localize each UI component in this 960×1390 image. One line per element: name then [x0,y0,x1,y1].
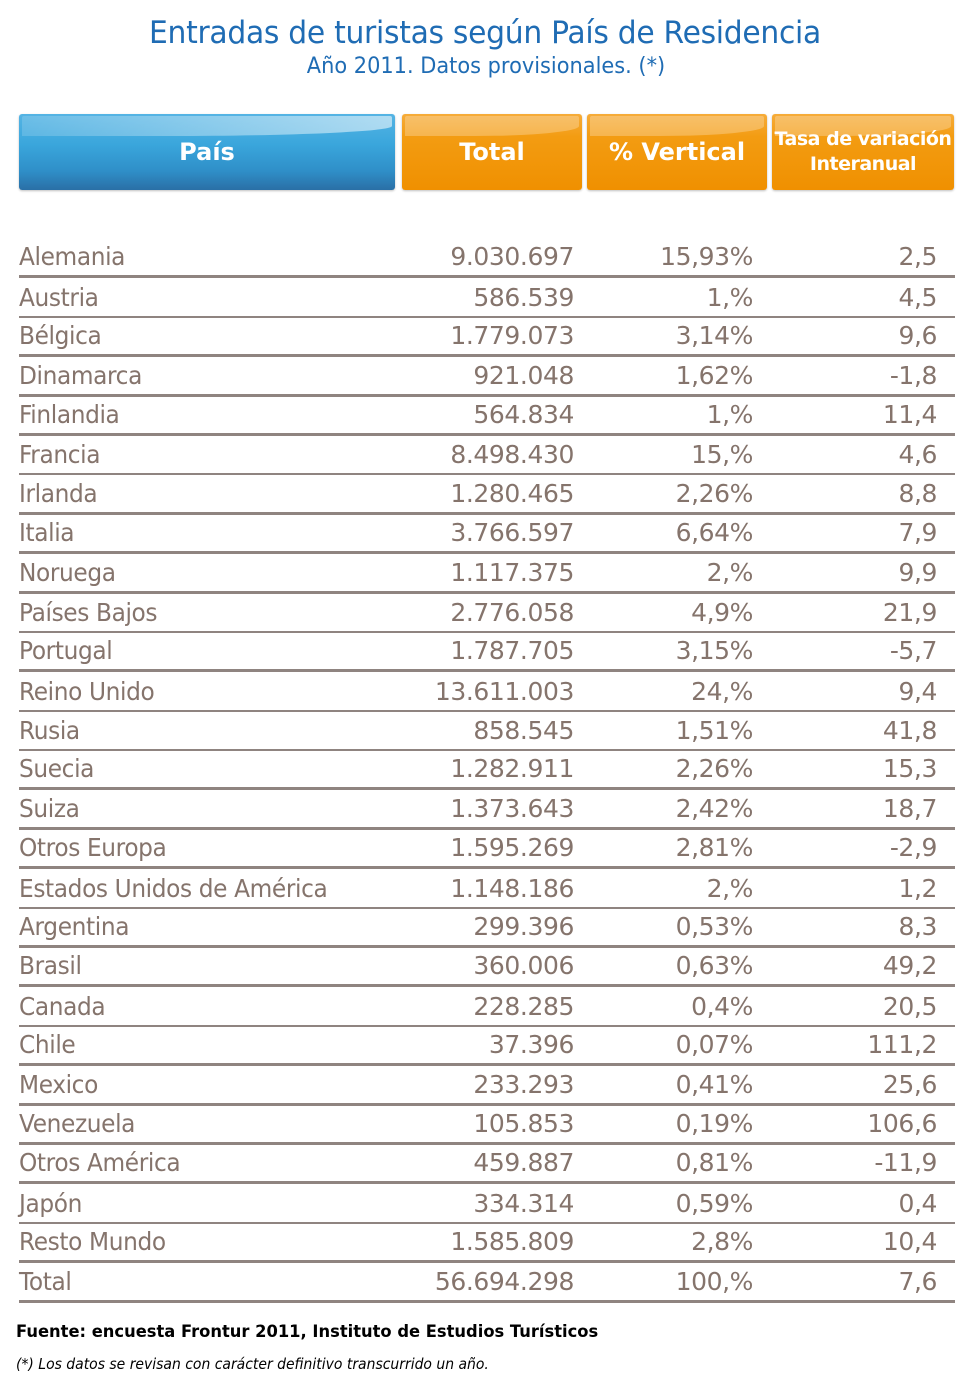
column-header-vertical-label: % Vertical [608,138,746,166]
cell-total: 334.314 [473,1188,574,1218]
table-row [19,633,955,672]
cell-tasa: 0,4 [898,1188,937,1218]
table-row [19,712,955,751]
cell-total: 1.585.809 [450,1227,574,1257]
cell-pais: Irlanda [19,478,98,508]
cell-pais: Rusia [19,716,80,746]
table-row [19,436,955,475]
table-row [19,672,955,711]
cell-pais: Países Bajos [19,597,158,627]
cell-vertical: 2,8% [691,1227,753,1257]
cell-total: 37.396 [488,1030,574,1060]
column-header-tasa-label [775,127,952,177]
cell-total: 233.293 [473,1069,574,1099]
cell-total: 1.373.643 [450,793,574,823]
cell-pais: Argentina [19,912,130,942]
cell-pais: Total [19,1266,72,1296]
cell-total: 1.148.186 [450,873,574,903]
cell-vertical: 15,93% [660,242,753,272]
cell-tasa: 15,3 [882,754,937,784]
cell-vertical: 4,9% [691,597,753,627]
cell-pais: Suiza [19,793,80,823]
cell-tasa: 21,9 [882,597,937,627]
column-header-pais-label: País [179,138,235,166]
cell-vertical: 2,% [706,873,753,903]
table-row [19,987,955,1026]
cell-tasa: 49,2 [882,951,937,981]
cell-tasa: -5,7 [889,636,937,666]
cell-vertical: 15,% [691,440,753,470]
cell-pais: Austria [19,282,99,312]
cell-total: 858.545 [473,716,574,746]
table-row [19,1066,955,1105]
cell-tasa: 9,6 [898,321,937,351]
cell-tasa: 2,5 [898,242,937,272]
cell-tasa: 8,3 [898,912,937,942]
cell-total: 1.787.705 [450,636,574,666]
cell-vertical: 2,26% [675,478,753,508]
table-row [19,357,955,396]
cell-vertical: 2,26% [675,754,753,784]
cell-vertical: 0,63% [675,951,753,981]
table-row [19,948,955,987]
cell-vertical: 3,14% [675,321,753,351]
table-row [19,1184,955,1223]
cell-pais: Italia [19,518,75,548]
cell-vertical: 0,07% [675,1030,753,1060]
cell-vertical: 24,% [691,676,753,706]
cell-total: 564.834 [473,399,574,429]
column-header-pais [19,114,395,190]
table-row [19,751,955,790]
footnote: (*) Los datos se revisan con carácter definitivo transcurrido un año. [16,1355,489,1373]
cell-vertical: 2,81% [675,833,753,863]
cell-tasa: 106,6 [867,1108,937,1138]
table-row [19,1027,955,1066]
cell-tasa: 4,6 [898,440,937,470]
cell-total: 1.280.465 [450,478,574,508]
table-row [19,790,955,829]
cell-pais: Estados Unidos de América [19,873,328,903]
cell-total: 228.285 [473,991,574,1021]
table-row [19,1224,955,1263]
cell-pais: Chile [19,1030,76,1060]
table-row [19,397,955,436]
cell-pais: Mexico [19,1069,98,1099]
cell-vertical: 2,% [706,557,753,587]
cell-vertical: 2,42% [675,793,753,823]
table-row [19,239,955,278]
cell-tasa: 4,5 [898,282,937,312]
cell-pais: Otros Europa [19,833,167,863]
cell-total: 299.396 [473,912,574,942]
cell-pais: Venezuela [19,1108,136,1138]
data-table [19,239,955,1303]
cell-tasa: -1,8 [889,360,937,390]
cell-vertical: 6,64% [675,518,753,548]
total-row [19,1263,955,1302]
table-row [19,554,955,593]
cell-pais: Francia [19,440,101,470]
cell-vertical: 0,4% [691,991,753,1021]
table-row [19,475,955,514]
cell-tasa: -2,9 [889,833,937,863]
cell-tasa: 111,2 [867,1030,937,1060]
page-title: Entradas de turistas según País de Residencia [149,15,822,51]
source-note: Fuente: encuesta Frontur 2011, Instituto de Estudios Turísticos [16,1322,599,1342]
cell-pais: Finlandia [19,399,120,429]
cell-tasa: 7,9 [898,518,937,548]
cell-total: 1.595.269 [450,833,574,863]
cell-tasa: 18,7 [882,793,937,823]
table-row [19,869,955,908]
cell-pais: Alemania [19,242,126,272]
cell-vertical: 1,% [706,282,753,312]
table-row [19,1145,955,1184]
column-header-total-label: Total [459,138,525,166]
cell-tasa: 1,2 [898,873,937,903]
page-subtitle: Año 2011. Datos provisionales. (*) [306,54,666,79]
cell-vertical: 3,15% [675,636,753,666]
column-header-tasa-line1: Tasa de variación [774,128,952,150]
cell-vertical: 1,51% [675,716,753,746]
cell-tasa: 8,8 [898,478,937,508]
cell-pais: Dinamarca [19,360,142,390]
cell-tasa: -11,9 [874,1148,937,1178]
table-row [19,594,955,633]
cell-total: 9.030.697 [450,242,574,272]
cell-pais: Canada [19,991,106,1021]
cell-vertical: 0,41% [675,1069,753,1099]
cell-total: 459.887 [473,1148,574,1178]
table-row [19,1106,955,1145]
cell-pais: Brasil [19,951,82,981]
cell-pais: Japón [19,1188,82,1218]
cell-vertical: 0,53% [675,912,753,942]
cell-tasa: 9,9 [898,557,937,587]
cell-total: 1.117.375 [450,557,574,587]
cell-total: 360.006 [473,951,574,981]
cell-tasa: 41,8 [882,716,937,746]
cell-pais: Noruega [19,557,116,587]
table-row [19,318,955,357]
column-header-tasa [772,114,954,190]
cell-tasa: 10,4 [882,1227,937,1257]
cell-tasa: 7,6 [898,1266,937,1296]
cell-tasa: 25,6 [882,1069,937,1099]
cell-pais: Reino Unido [19,676,155,706]
cell-total: 105.853 [473,1108,574,1138]
cell-tasa: 9,4 [898,676,937,706]
cell-vertical: 1,62% [675,360,753,390]
cell-pais: Otros América [19,1148,181,1178]
cell-total: 56.694.298 [434,1266,574,1296]
column-header-vertical [587,114,767,190]
cell-vertical: 100,% [675,1266,753,1296]
cell-pais: Resto Mundo [19,1227,166,1257]
cell-pais: Portugal [19,636,113,666]
cell-vertical: 0,59% [675,1188,753,1218]
table-row [19,278,955,317]
table-row [19,909,955,948]
cell-total: 921.048 [473,360,574,390]
cell-vertical: 0,19% [675,1108,753,1138]
cell-total: 3.766.597 [450,518,574,548]
cell-total: 2.776.058 [450,597,574,627]
cell-total: 1.779.073 [450,321,574,351]
cell-tasa: 20,5 [882,991,937,1021]
cell-total: 13.611.003 [434,676,574,706]
cell-pais: Bélgica [19,321,102,351]
cell-pais: Suecia [19,754,95,784]
column-header-tasa-line2: Interanual [809,153,917,175]
cell-tasa: 11,4 [882,399,937,429]
cell-vertical: 0,81% [675,1148,753,1178]
cell-vertical: 1,% [706,399,753,429]
cell-total: 1.282.911 [450,754,574,784]
cell-total: 586.539 [473,282,574,312]
table-row [19,830,955,869]
table-row [19,515,955,554]
cell-total: 8.498.430 [450,440,574,470]
column-header-total [402,114,582,190]
